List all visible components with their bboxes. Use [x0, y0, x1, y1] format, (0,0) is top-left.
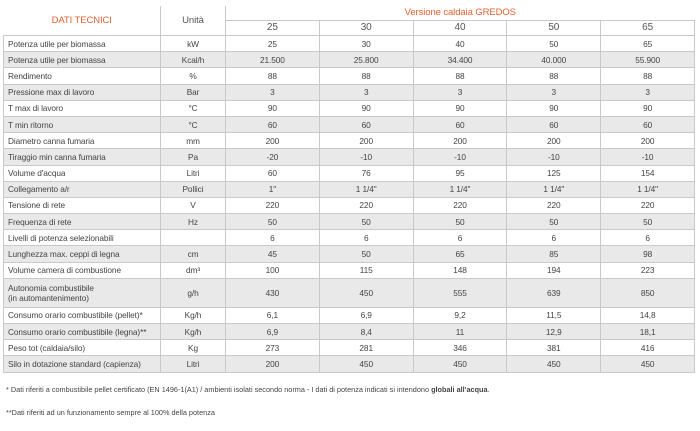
cell-value: 555: [413, 278, 507, 307]
row-label: Potenza utile per biomassa: [4, 52, 161, 68]
cell-value: 88: [226, 68, 320, 84]
row-unit: V: [161, 197, 226, 213]
row-unit: Litri: [161, 356, 226, 372]
header-model-50: 50: [507, 21, 601, 36]
cell-value: 90: [226, 100, 320, 116]
tech-spec-table: [3, 6, 695, 373]
table-body: [4, 36, 695, 373]
cell-value: 1 1/4": [413, 181, 507, 197]
row-label: Collegamento a/r: [4, 181, 161, 197]
cell-value: 50: [319, 246, 413, 262]
cell-value: 90: [601, 100, 695, 116]
row-label: Frequenza di rete: [4, 214, 161, 230]
cell-value: 65: [601, 36, 695, 52]
table-row: [4, 181, 695, 197]
cell-value: 194: [507, 262, 601, 278]
row-unit: kW: [161, 36, 226, 52]
cell-value: 450: [319, 356, 413, 372]
row-unit: cm: [161, 246, 226, 262]
row-label: Potenza utile per biomassa: [4, 36, 161, 52]
cell-value: 6: [319, 230, 413, 246]
cell-value: 220: [507, 197, 601, 213]
cell-value: 115: [319, 262, 413, 278]
cell-value: 200: [319, 133, 413, 149]
row-unit: Kg: [161, 340, 226, 356]
row-label: Autonomia combustibile (in automantenimento): [4, 278, 161, 307]
cell-value: 6: [601, 230, 695, 246]
cell-value: 88: [319, 68, 413, 84]
cell-value: 98: [601, 246, 695, 262]
cell-value: 220: [319, 197, 413, 213]
cell-value: 1 1/4": [507, 181, 601, 197]
cell-value: 60: [226, 116, 320, 132]
cell-value: 11,5: [507, 307, 601, 323]
row-label: Diametro canna fumaria: [4, 133, 161, 149]
table-row: [4, 278, 695, 307]
cell-value: 6: [507, 230, 601, 246]
cell-value: 1 1/4": [319, 181, 413, 197]
cell-value: 1 1/4": [601, 181, 695, 197]
cell-value: 65: [413, 246, 507, 262]
cell-value: 25.800: [319, 52, 413, 68]
row-label: Volume d'acqua: [4, 165, 161, 181]
cell-value: 6,9: [226, 324, 320, 340]
cell-value: 90: [413, 100, 507, 116]
cell-value: 9,2: [413, 307, 507, 323]
cell-value: 200: [507, 133, 601, 149]
table-header: [4, 6, 695, 36]
cell-value: 45: [226, 246, 320, 262]
row-unit: °C: [161, 100, 226, 116]
table-row: [4, 100, 695, 116]
header-version-title: Versione caldaia GREDOS: [226, 6, 695, 21]
row-label: Livelli di potenza selezionabili: [4, 230, 161, 246]
table-row: [4, 165, 695, 181]
table-row: [4, 197, 695, 213]
cell-value: 6: [413, 230, 507, 246]
cell-value: 60: [507, 116, 601, 132]
table-row: [4, 133, 695, 149]
cell-value: 273: [226, 340, 320, 356]
row-label: Volume camera di combustione: [4, 262, 161, 278]
cell-value: 21.500: [226, 52, 320, 68]
row-label: Lunghezza max. ceppi di legna: [4, 246, 161, 262]
cell-value: 6,9: [319, 307, 413, 323]
row-label: Pressione max di lavoro: [4, 84, 161, 100]
cell-value: 346: [413, 340, 507, 356]
cell-value: -10: [413, 149, 507, 165]
cell-value: 148: [413, 262, 507, 278]
cell-value: 200: [226, 356, 320, 372]
cell-value: 6: [226, 230, 320, 246]
cell-value: 55.900: [601, 52, 695, 68]
cell-value: 3: [319, 84, 413, 100]
table-row: [4, 68, 695, 84]
cell-value: -10: [319, 149, 413, 165]
cell-value: 60: [601, 116, 695, 132]
footnote-pellet: * Dati riferiti a combustibile pellet certificato (EN 1496-1(A1) / ambienti isolati secondo norma - I dati di potenza indicati si intendono globali all'acqua.: [6, 385, 490, 394]
table-row: [4, 246, 695, 262]
row-unit: Litri: [161, 165, 226, 181]
table-row: [4, 307, 695, 323]
cell-value: 95: [413, 165, 507, 181]
cell-value: 430: [226, 278, 320, 307]
row-unit: mm: [161, 133, 226, 149]
cell-value: 200: [226, 133, 320, 149]
row-unit: %: [161, 68, 226, 84]
cell-value: 76: [319, 165, 413, 181]
cell-value: 90: [507, 100, 601, 116]
table-row: [4, 116, 695, 132]
cell-value: 14,8: [601, 307, 695, 323]
row-label: Rendimento: [4, 68, 161, 84]
cell-value: 50: [601, 214, 695, 230]
header-model-65: 65: [601, 21, 695, 36]
header-unit-col: Unità: [161, 6, 226, 36]
cell-value: 30: [319, 36, 413, 52]
row-unit: Kcal/h: [161, 52, 226, 68]
cell-value: 40: [413, 36, 507, 52]
cell-value: -10: [601, 149, 695, 165]
cell-value: 154: [601, 165, 695, 181]
cell-value: 223: [601, 262, 695, 278]
row-unit: Hz: [161, 214, 226, 230]
table-row: [4, 36, 695, 52]
cell-value: 3: [226, 84, 320, 100]
cell-value: 450: [413, 356, 507, 372]
table-row: [4, 214, 695, 230]
cell-value: 50: [507, 36, 601, 52]
row-label: Tensione di rete: [4, 197, 161, 213]
row-label: Consumo orario combustibile (pellet)*: [4, 307, 161, 323]
table-row: [4, 340, 695, 356]
header-model-40: 40: [413, 21, 507, 36]
cell-value: 3: [601, 84, 695, 100]
cell-value: 11: [413, 324, 507, 340]
table-row: [4, 84, 695, 100]
cell-value: -20: [226, 149, 320, 165]
cell-value: 60: [413, 116, 507, 132]
footnote-wood: **Dati riferiti ad un funzionamento sempre al 100% della potenza: [6, 408, 215, 417]
cell-value: 450: [601, 356, 695, 372]
cell-value: 25: [226, 36, 320, 52]
row-label: Peso tot (caldaia/silo): [4, 340, 161, 356]
row-label: Consumo orario combustibile (legna)**: [4, 324, 161, 340]
cell-value: 88: [507, 68, 601, 84]
row-unit: g/h: [161, 278, 226, 307]
header-model-25: 25: [226, 21, 320, 36]
table-row: [4, 324, 695, 340]
cell-value: 220: [226, 197, 320, 213]
cell-value: 34.400: [413, 52, 507, 68]
row-label: Silo in dotazione standard (capienza): [4, 356, 161, 372]
table-row: [4, 356, 695, 372]
row-unit: dm³: [161, 262, 226, 278]
row-unit: °C: [161, 116, 226, 132]
cell-value: 850: [601, 278, 695, 307]
cell-value: 450: [507, 356, 601, 372]
cell-value: 60: [319, 116, 413, 132]
cell-value: 125: [507, 165, 601, 181]
row-unit: Kg/h: [161, 307, 226, 323]
cell-value: 3: [507, 84, 601, 100]
cell-value: 220: [601, 197, 695, 213]
cell-value: 60: [226, 165, 320, 181]
cell-value: -10: [507, 149, 601, 165]
cell-value: 220: [413, 197, 507, 213]
cell-value: 50: [226, 214, 320, 230]
row-unit: Pa: [161, 149, 226, 165]
table-row: [4, 149, 695, 165]
cell-value: 12,9: [507, 324, 601, 340]
cell-value: 88: [601, 68, 695, 84]
cell-value: 416: [601, 340, 695, 356]
table-row: [4, 262, 695, 278]
cell-value: 50: [413, 214, 507, 230]
row-unit: Bar: [161, 84, 226, 100]
cell-value: 85: [507, 246, 601, 262]
cell-value: 200: [413, 133, 507, 149]
cell-value: 50: [507, 214, 601, 230]
cell-value: 100: [226, 262, 320, 278]
row-label: T max di lavoro: [4, 100, 161, 116]
cell-value: 200: [601, 133, 695, 149]
cell-value: 381: [507, 340, 601, 356]
cell-value: 90: [319, 100, 413, 116]
row-unit: [161, 230, 226, 246]
row-label: Tiraggio min canna fumaria: [4, 149, 161, 165]
cell-value: 40.000: [507, 52, 601, 68]
cell-value: 281: [319, 340, 413, 356]
cell-value: 3: [413, 84, 507, 100]
table-row: [4, 230, 695, 246]
cell-value: 88: [413, 68, 507, 84]
row-unit: Pollici: [161, 181, 226, 197]
cell-value: 18,1: [601, 324, 695, 340]
cell-value: 50: [319, 214, 413, 230]
cell-value: 1": [226, 181, 320, 197]
row-unit: Kg/h: [161, 324, 226, 340]
header-label-col: DATI TECNICI: [4, 6, 161, 36]
cell-value: 6,1: [226, 307, 320, 323]
table-row: [4, 52, 695, 68]
footnotes: [6, 385, 490, 431]
cell-value: 8,4: [319, 324, 413, 340]
row-label: T min ritorno: [4, 116, 161, 132]
cell-value: 450: [319, 278, 413, 307]
cell-value: 639: [507, 278, 601, 307]
header-model-30: 30: [319, 21, 413, 36]
